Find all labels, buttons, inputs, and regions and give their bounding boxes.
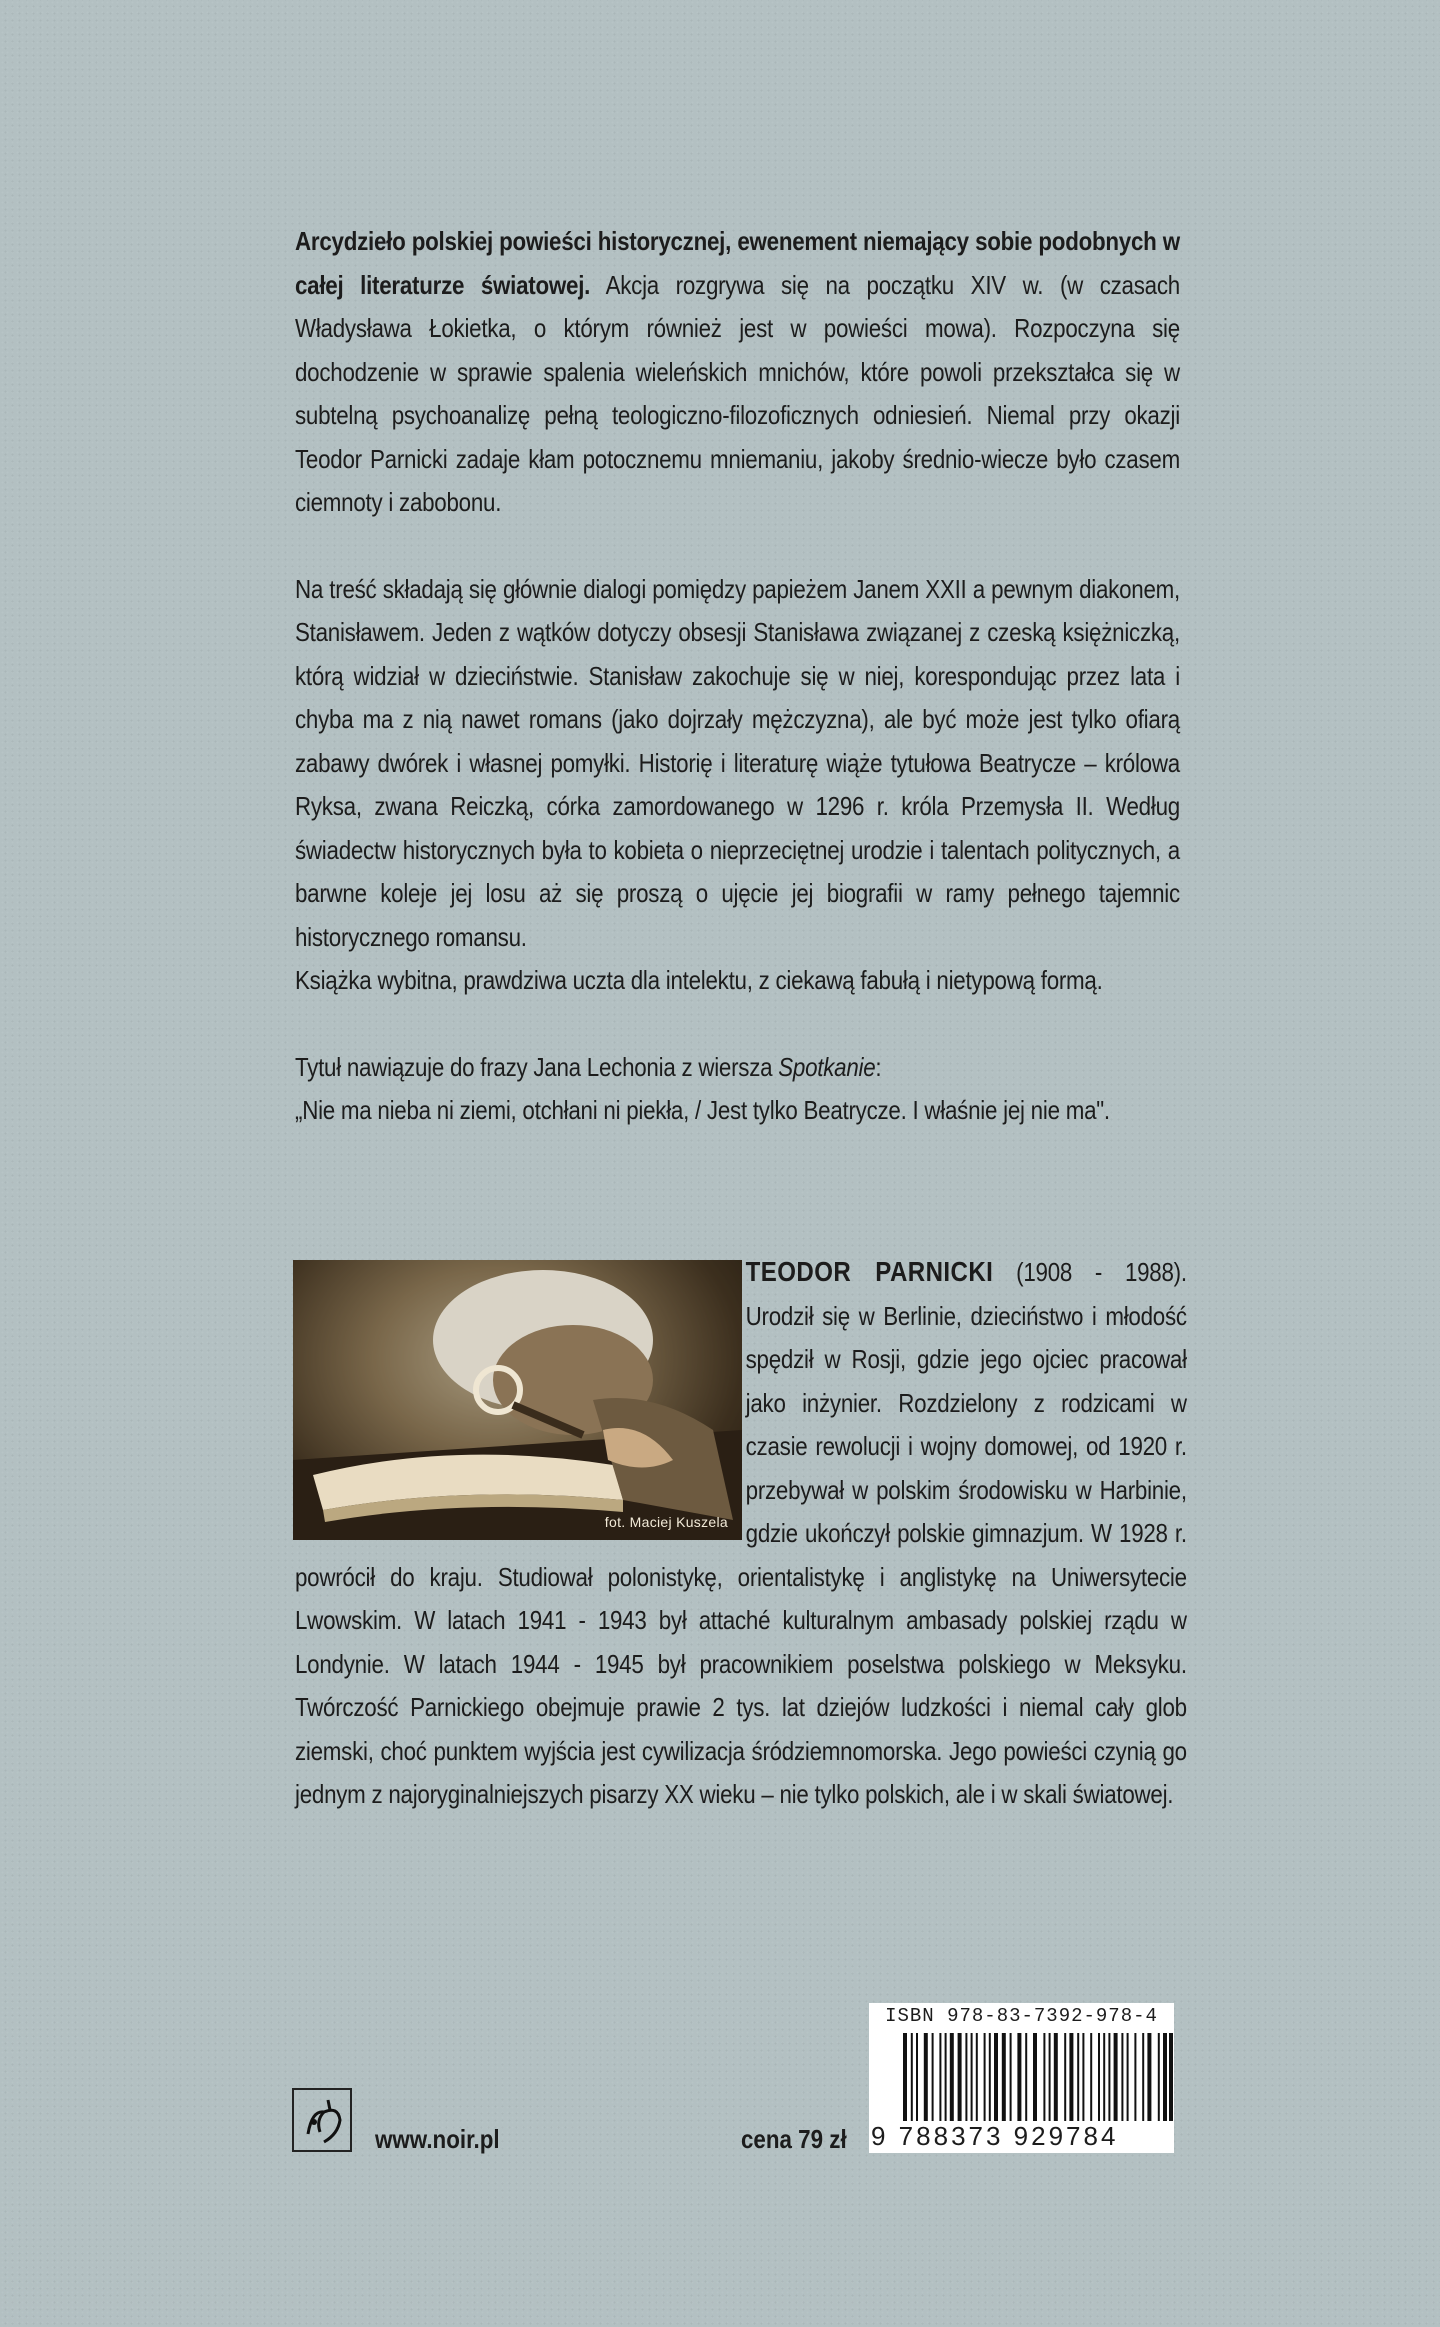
- barcode-bar: [1169, 2033, 1173, 2121]
- barcode-bar: [932, 2033, 934, 2121]
- barcode-bar: [1069, 2033, 1073, 2121]
- barcode-bar: [903, 2033, 907, 2121]
- barcode-bar: [984, 2033, 986, 2121]
- photo-credit: fot. Maciej Kuszela: [604, 1514, 728, 1530]
- blurb-paragraph-4: Tytuł nawiązuje do frazy Jana Lechonia z wiersza Spotkanie:: [295, 1051, 882, 1082]
- barcode-bar: [1010, 2033, 1012, 2121]
- barcode-bar: [916, 2033, 918, 2121]
- barcode-bar: [1163, 2033, 1167, 2121]
- poem-title: Spotkanie: [778, 1051, 876, 1082]
- barcode-bar: [976, 2033, 978, 2121]
- author-name: TEODOR PARNICKI: [745, 1256, 994, 1287]
- author-bio-text: Urodził się w Berlinie, dzieciństwo i młodość spędził w Rosji, gdzie jego ojciec pracował jako inżynier. Rozdzielony z rodzicami w czasie rewolucji i wojny domowej, od 1920 r. przebywał w polskim środowisku w Harbinie, gdzie ukończył polskie gimnazjum. W 1928 r. powrócił do kraju. Studiował polonistykę, orientalistykę i anglistykę na Uniwersytecie Lwowskim. W latach 1941 - 1943 był attaché kulturalnym ambasady polskiej rządu w Londynie. W latach 1944 - 1945 był pracownikiem poselstwa polskiego w Meksyku. Twórczość Parnickiego obejmuje prawie 2 tys. lat dziejów ludzkości i niemal cały glob ziemski, choć punktem wyjścia jest cywilizacja śródziemnomorska. Jego powieści czynią go jednym z najoryginalniejszych pisarzy XX wieku – nie tylko polskich, ale i w skali światowej.: [295, 1300, 1187, 1809]
- poem-quote: „Nie ma nieba ni ziemi, otchłani ni piekła, / Jest tylko Beatrycze. I właśnie jej nie ma".: [295, 1095, 1110, 1125]
- author-photo: [293, 1260, 742, 1540]
- blurb-paragraph-1: [295, 220, 1180, 525]
- barcode-bar: [994, 2033, 998, 2121]
- barcode-bar: [965, 2033, 967, 2121]
- barcode-bar: [1043, 2033, 1045, 2121]
- barcode-bar: [911, 2033, 913, 2121]
- barcode-bar: [1082, 2033, 1084, 2121]
- barcode-bar: [1142, 2033, 1144, 2121]
- barcode-bar: [1158, 2033, 1160, 2121]
- blurb-lead: Arcydzieło polskiej powieści historycznej, ewenement niemający sobie podobnych w całej literaturze światowej.: [295, 226, 1180, 300]
- ean-number: 9 788373 929784: [871, 2121, 1119, 2151]
- price: cena 79 zł: [741, 2124, 847, 2154]
- barcode-bar: [1090, 2033, 1092, 2121]
- barcode-bar: [1025, 2033, 1027, 2121]
- barcode-bar: [989, 2033, 991, 2121]
- blurb-paragraph-1-text: Akcja rozgrywa się na początku XIV w. (w czasach Władysława Łokietka, o którym również jest w powieści mowa). Rozpoczyna się dochodzenie w sprawie spalenia wieleńskich mnichów, które powoli przekształca się w subtelną psychoanalizę pełną teologiczno-filozoficznych odniesień. Niemal przy okazji Teodor Parnicki zadaje kłam potocznemu mniemaniu, jakoby średnio-wiecze było czasem ciemnoty i zabobonu.: [295, 269, 1180, 517]
- blurb: [295, 220, 1180, 1133]
- barcode-bar: [1134, 2033, 1136, 2121]
- isbn: ISBN 978-83-7392-978-4: [885, 2005, 1158, 2027]
- barcode-bar: [971, 2033, 973, 2121]
- barcode: [869, 2003, 1174, 2153]
- barcode-bar: [1049, 2033, 1051, 2121]
- publisher-url[interactable]: www.noir.pl: [375, 2124, 500, 2154]
- author-photo-illustration: [293, 1260, 742, 1540]
- barcode-bar: [1064, 2033, 1066, 2121]
- barcode-bar: [939, 2033, 941, 2121]
- noir-logo-icon: [292, 2088, 352, 2152]
- barcode-bar: [1121, 2033, 1123, 2121]
- author-years: (1908 - 1988).: [1016, 1257, 1187, 1287]
- barcode-bar: [1002, 2033, 1006, 2121]
- barcode-bar: [1033, 2033, 1037, 2121]
- barcode-bar: [1017, 2033, 1021, 2121]
- blurb-paragraph-3: Książka wybitna, prawdziwa uczta dla intelektu, z ciekawą fabułą i nietypową formą.: [295, 965, 1103, 995]
- barcode-bar: [1054, 2033, 1058, 2121]
- barcode-bar: [1077, 2033, 1079, 2121]
- barcode-bar: [945, 2033, 947, 2121]
- blurb-paragraph-2: Na treść składają się głównie dialogi pomiędzy papieżem Janem XXII a pewnym diakonem, Stanisławem. Jeden z wątków dotyczy obsesji Stanisława związanej z czeską księżniczką, którą widział w dzieciństwie. Stanisław zakochuje się w niej, korespondując przez lata i chyba ma z nią nawet romans (jako dojrzały mężczyzna), ale być może jest tylko ofiarą zabawy dwórek i własnej pomyłki. Historię i literaturę wiąże tytułowa Beatrycze – królowa Ryksa, zwana Reiczką, córka zamordowanego w 1296 r. króla Przemysła II. Według świadectw historycznych była to kobieta o nieprzeciętnej urodzie i talentach politycznych, a barwne koleje jej losu aż się proszą o ujęcie jej biografii w ramy pełnego tajemnic historycznego romansu.: [295, 573, 1180, 952]
- barcode-bar: [1127, 2033, 1129, 2121]
- barcode-bar: [1114, 2033, 1118, 2121]
- barcode-bar: [1108, 2033, 1110, 2121]
- barcode-bar: [1103, 2033, 1105, 2121]
- barcode-bar: [1098, 2033, 1100, 2121]
- barcode-bar: [950, 2033, 954, 2121]
- barcode-bar: [924, 2033, 928, 2121]
- barcode-bar: [958, 2033, 962, 2121]
- barcode-bar: [1147, 2033, 1151, 2121]
